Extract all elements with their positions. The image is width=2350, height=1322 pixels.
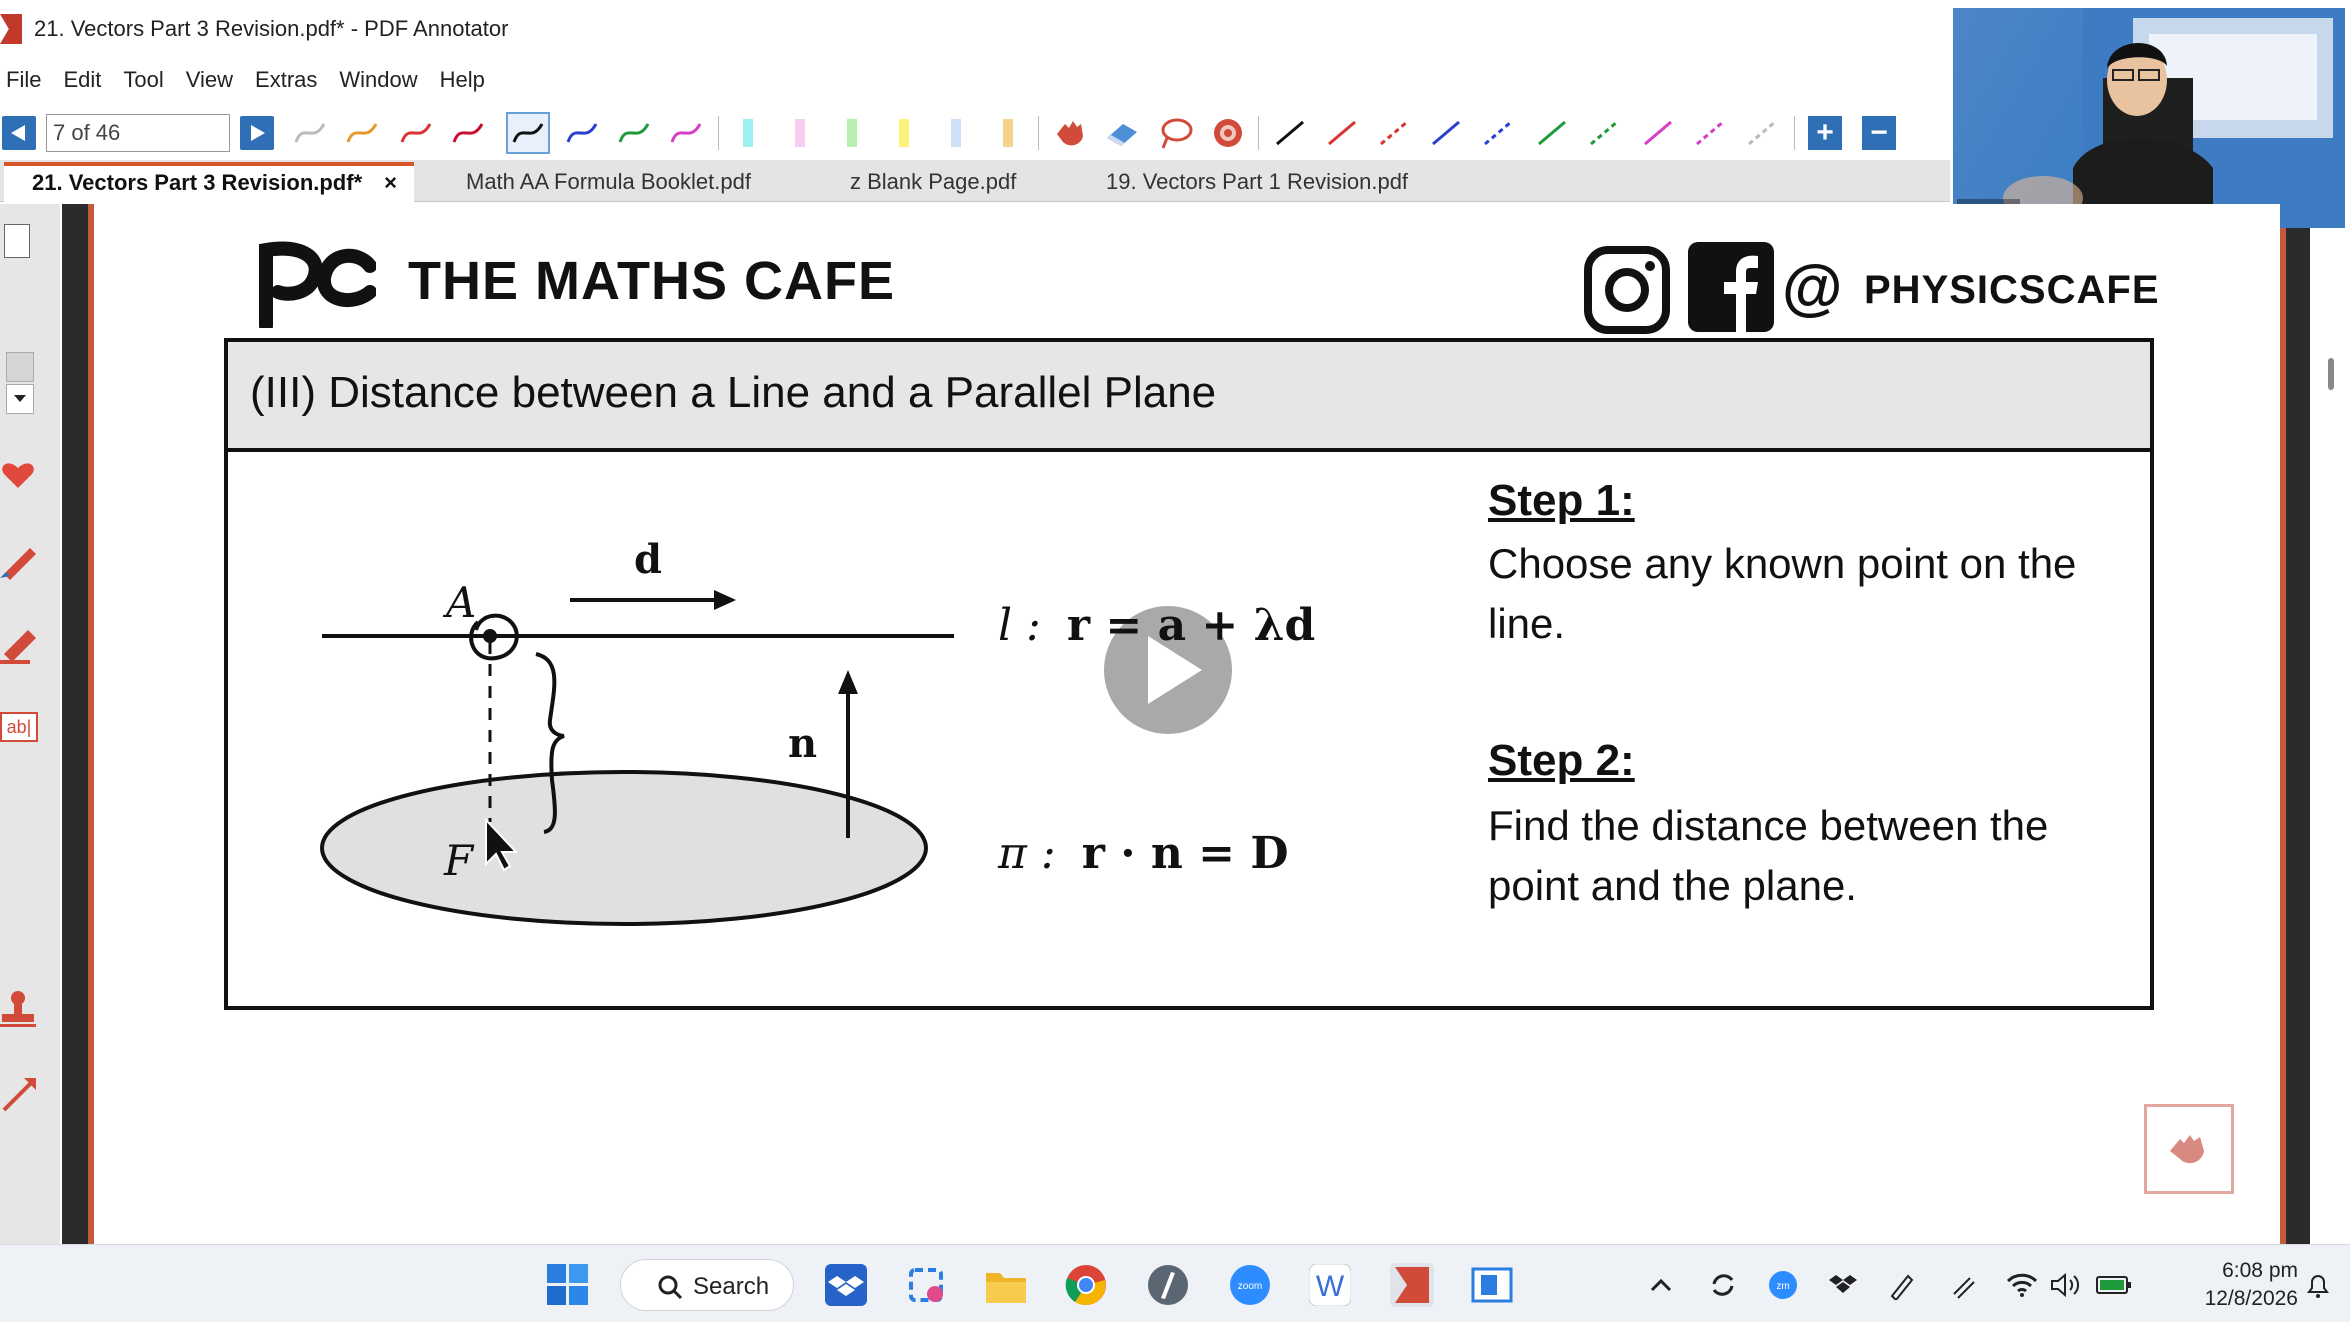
windows-taskbar [0, 1244, 2350, 1322]
pen-tool-red[interactable] [394, 112, 438, 154]
highlighter-yellow-icon [899, 119, 909, 147]
toolbar-separator [1038, 116, 1039, 150]
marker-tool[interactable] [0, 624, 40, 664]
line-tool-magenta[interactable] [1636, 112, 1680, 154]
dashed-line-red-icon [1377, 118, 1411, 148]
left-tool-panel [0, 204, 60, 1244]
highlighter-orange[interactable] [986, 112, 1030, 154]
search-label: Search [693, 1273, 770, 1300]
pdf-annotator-app[interactable] [1390, 1263, 1434, 1307]
plane-equation-prefix: π : [998, 828, 1056, 879]
maths-cafe-logo-icon [258, 240, 376, 328]
zoom-in-button[interactable] [1808, 116, 1842, 150]
highlighter-pink[interactable] [778, 112, 822, 154]
plane-equation [998, 828, 1289, 879]
menu-tool[interactable]: Tool [123, 67, 164, 92]
line-black-icon [1273, 118, 1307, 148]
notifications-button[interactable] [2300, 1263, 2336, 1307]
pen-tool-blue[interactable] [560, 112, 604, 154]
tab-vectors-part-1[interactable] [1106, 162, 1408, 202]
pen-black-icon [511, 118, 545, 148]
toolbar [0, 106, 1950, 158]
pen-tray-icon [1888, 1270, 1918, 1300]
dashed-line-tool-gray[interactable] [1740, 112, 1784, 154]
stamp-tool[interactable] [0, 988, 40, 1028]
folder-icon [984, 1265, 1028, 1305]
highlighter-lightblue-icon [951, 119, 961, 147]
page-thumbnail-button[interactable] [4, 224, 30, 258]
step-1-label: Step 1: [1488, 476, 1635, 525]
toolbar-separator [718, 116, 719, 150]
direction-label: d [634, 536, 662, 583]
pdf-annotator-taskbar-icon [1393, 1265, 1431, 1305]
menu-edit[interactable]: Edit [63, 67, 102, 92]
clock-time[interactable]: 6:08 pm [2222, 1259, 2298, 1282]
webcam-scene [1953, 8, 2345, 228]
plane-ellipse [322, 772, 926, 924]
plus-icon: + [1816, 116, 1834, 149]
line-tool-red[interactable] [1320, 112, 1364, 154]
plane-equation-body: r · n = D [1081, 828, 1289, 879]
tray-battery[interactable] [2094, 1263, 2134, 1307]
section-header [228, 342, 2150, 452]
zoom-icon [1229, 1264, 1271, 1306]
pen-tool-black[interactable] [506, 112, 550, 154]
tray-stylus[interactable] [1946, 1263, 1980, 1307]
line-blue-icon [1429, 118, 1463, 148]
pen-orange-icon [345, 118, 379, 148]
pen-blue-icon [565, 118, 599, 148]
svg-text:zm: zm [1776, 1281, 1790, 1292]
snipping-tool-app[interactable] [904, 1263, 948, 1307]
line-equation-body: r = a + λd [1066, 600, 1316, 651]
dropbox-app[interactable] [824, 1263, 868, 1307]
window-title: 21. Vectors Part 3 Revision.pdf* - PDF Annotator [34, 16, 509, 41]
windows-logo-icon [547, 1264, 589, 1306]
highlighter-pink-icon [795, 119, 805, 147]
lasso-icon [1157, 116, 1195, 150]
show-hidden-icons[interactable] [1646, 1263, 1676, 1307]
pen-gray-icon [293, 118, 327, 148]
raise-hand-button[interactable] [2144, 1104, 2234, 1194]
pen-tool-orange[interactable] [340, 112, 384, 154]
tray-volume[interactable] [2048, 1263, 2084, 1307]
tab-label: Math AA Formula Booklet.pdf [466, 169, 751, 194]
next-page-button[interactable] [240, 116, 274, 150]
pen-crimson-icon [451, 118, 485, 148]
line-magenta-icon [1641, 118, 1675, 148]
step-1-text: Choose any known point on the line. [1488, 540, 2077, 647]
at-symbol: @ [1782, 253, 1843, 322]
search-icon [657, 1274, 683, 1300]
line-equation [998, 600, 1315, 651]
clock-date[interactable]: 12/8/2026 [2204, 1287, 2298, 1310]
pen-green-icon [617, 118, 651, 148]
heart-icon [0, 456, 36, 492]
menu-file[interactable]: File [6, 67, 42, 92]
volume-icon [2050, 1272, 2082, 1298]
chevron-down-icon [14, 395, 26, 402]
zoom-out-button[interactable] [1862, 116, 1896, 150]
tab-label: 19. Vectors Part 1 Revision.pdf [1106, 169, 1409, 194]
pen-tool-gray[interactable] [288, 112, 332, 154]
tab-label: z Blank Page.pdf [850, 169, 1017, 194]
vertical-scrollbar[interactable] [2312, 228, 2350, 1244]
dashed-line-tool-magenta[interactable] [1688, 112, 1732, 154]
pencil-tool[interactable] [0, 540, 40, 580]
dashed-line-green-icon [1587, 118, 1621, 148]
eraser-icon [1103, 116, 1141, 150]
pen-tool-green[interactable] [612, 112, 656, 154]
panel-scroll-up[interactable] [6, 352, 34, 382]
zoom-tray-icon [1768, 1270, 1798, 1300]
wifi-icon [2006, 1272, 2038, 1298]
start-button[interactable] [546, 1263, 590, 1307]
tab-formula-booklet[interactable] [466, 162, 751, 202]
social-handle: PHYSICSCAFE [1864, 268, 2160, 312]
scrollbar-thumb[interactable] [2328, 358, 2334, 390]
toolbar-separator [1794, 116, 1795, 150]
page-number-input[interactable]: 7 of 46 [46, 114, 230, 152]
webcam-video [1953, 8, 2345, 228]
target-tool[interactable] [1206, 112, 1250, 154]
heart-stamp-tool[interactable] [0, 456, 36, 492]
highlighter-lightblue[interactable] [934, 112, 978, 154]
hand-tool[interactable] [1048, 112, 1092, 154]
highlighter-orange-icon [1003, 119, 1013, 147]
word-app[interactable] [1308, 1263, 1352, 1307]
instagram-icon [1584, 244, 1670, 336]
step-2-text: Find the distance between the point and the plane. [1488, 802, 2049, 909]
dashed-line-tool-blue[interactable] [1476, 112, 1520, 154]
arrow-icon [0, 1074, 40, 1114]
brand-title: THE MATHS CAFE [408, 251, 895, 311]
dashed-line-tool-green[interactable] [1582, 112, 1626, 154]
step-2-label: Step 2: [1488, 736, 1635, 785]
highlighter-cyan[interactable] [726, 112, 770, 154]
whiteboard-app[interactable] [1470, 1263, 1514, 1307]
dashed-line-tool-red[interactable] [1372, 112, 1416, 154]
line-green-icon [1535, 118, 1569, 148]
media-app-icon [1147, 1264, 1189, 1306]
lasso-tool[interactable] [1154, 112, 1198, 154]
line-tool-green[interactable] [1530, 112, 1574, 154]
facebook-icon [1688, 242, 1774, 332]
pen-red-icon [399, 118, 433, 148]
bell-icon [2303, 1270, 2333, 1300]
menu-help[interactable]: Help [439, 67, 485, 92]
svg-text:zoom: zoom [1237, 1281, 1263, 1292]
line-equation-prefix: l : [998, 600, 1041, 651]
menu-bar [0, 60, 1950, 100]
taskbar-search[interactable] [620, 1259, 794, 1311]
toolbar-separator [1258, 116, 1259, 150]
line-tool-blue[interactable] [1424, 112, 1468, 154]
media-app[interactable] [1146, 1263, 1190, 1307]
text-box-icon: ab| [6, 717, 32, 737]
page-edge-right [2280, 228, 2310, 1244]
menu-window[interactable]: Window [339, 67, 418, 92]
menu-view[interactable]: View [185, 67, 234, 92]
dashed-line-gray-icon [1745, 118, 1779, 148]
stylus-icon [1948, 1270, 1978, 1300]
section-title: (III) Distance between a Line and a Parallel Plane [250, 368, 1217, 417]
tab-vectors-part-3[interactable] [4, 162, 414, 202]
hand-wave-icon [2164, 1127, 2214, 1171]
stamp-icon [0, 988, 40, 1028]
pen-tool-crimson[interactable] [446, 112, 490, 154]
point-a-dot [483, 629, 497, 643]
highlighter-cyan-icon [743, 119, 753, 147]
tab-label: 21. Vectors Part 3 Revision.pdf* [32, 170, 363, 195]
file-explorer-app[interactable] [984, 1263, 1028, 1307]
previous-page-button[interactable] [2, 116, 36, 150]
tray-pen[interactable] [1886, 1263, 1920, 1307]
svg-text:W: W [1315, 1270, 1345, 1303]
highlighter-yellow[interactable] [882, 112, 926, 154]
pen-magenta-icon [669, 118, 703, 148]
target-icon [1209, 116, 1247, 150]
chrome-app[interactable] [1064, 1263, 1108, 1307]
document-tabs [0, 160, 1950, 202]
minus-icon: − [1870, 116, 1888, 149]
dropbox-tray-icon [1828, 1271, 1858, 1299]
w-app-icon [1309, 1264, 1351, 1306]
arrow-tool[interactable] [0, 1074, 40, 1114]
pencil-icon [0, 540, 40, 580]
dashed-line-magenta-icon [1693, 118, 1727, 148]
hand-icon [1051, 116, 1089, 150]
page-edge-left [62, 204, 94, 1244]
close-tab-icon[interactable]: × [384, 170, 397, 195]
marker-icon [0, 624, 40, 664]
tray-zoom[interactable] [1766, 1263, 1800, 1307]
snipping-tool-icon [905, 1264, 947, 1306]
eraser-tool[interactable] [1100, 112, 1144, 154]
highlighter-green-icon [847, 119, 857, 147]
dropbox-icon [825, 1264, 867, 1306]
chrome-icon [1065, 1264, 1107, 1306]
tray-wifi[interactable] [2004, 1263, 2040, 1307]
chevron-up-icon [1650, 1278, 1672, 1292]
pen-tool-magenta[interactable] [664, 112, 708, 154]
whiteboard-icon [1471, 1265, 1513, 1305]
line-tool-black[interactable] [1268, 112, 1312, 154]
tray-dropbox[interactable] [1826, 1263, 1860, 1307]
sync-icon [1708, 1270, 1738, 1300]
dashed-line-blue-icon [1481, 118, 1515, 148]
normal-label: n [788, 720, 818, 767]
line-red-icon [1325, 118, 1359, 148]
point-a-label: A [446, 578, 477, 627]
panel-scroll-down[interactable] [6, 384, 34, 414]
zoom-app[interactable] [1228, 1263, 1272, 1307]
pdf-annotator-icon [0, 14, 22, 44]
menu-extras[interactable]: Extras [255, 67, 318, 92]
tab-blank-page[interactable] [850, 162, 1016, 202]
text-tool[interactable] [0, 712, 38, 742]
tray-sync[interactable] [1706, 1263, 1740, 1307]
point-f-label: F [444, 836, 474, 885]
highlighter-green[interactable] [830, 112, 874, 154]
battery-charging-icon [2096, 1274, 2132, 1296]
